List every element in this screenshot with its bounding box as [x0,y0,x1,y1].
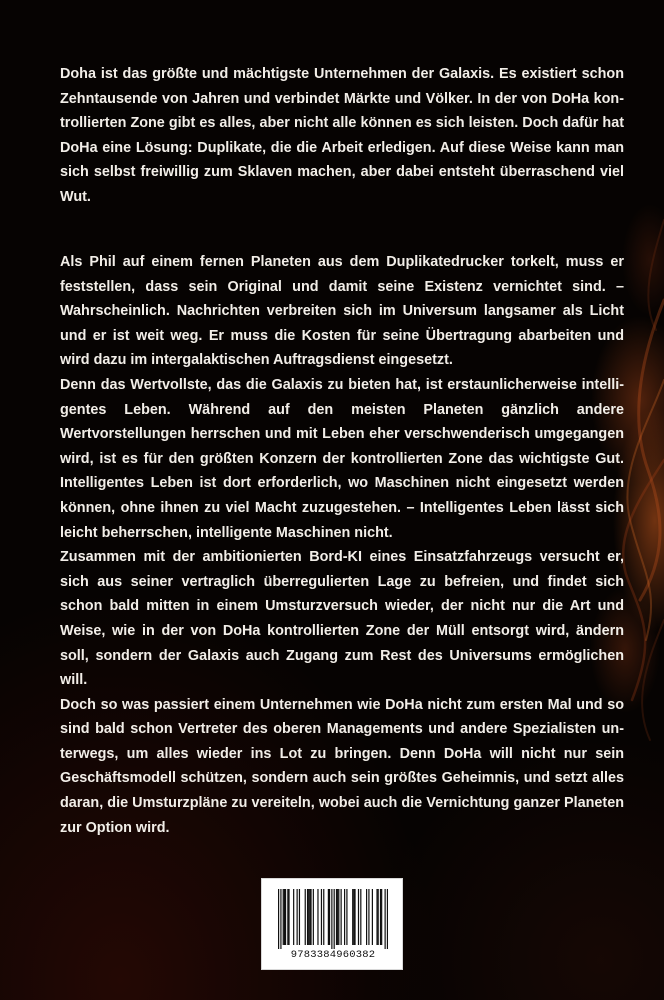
barcode-bar [287,889,288,945]
barcode-bar [346,889,347,945]
barcode-bar [337,889,338,945]
barcode-bar [293,889,294,945]
barcode-bar [305,889,306,945]
barcode-bar [323,889,324,945]
barcode-bar [352,889,353,945]
synopsis-text [60,250,624,840]
barcode-bar [334,889,335,949]
barcode-bar [317,889,318,945]
barcode-bar [338,889,339,945]
isbn-number: 9783384960382 [290,949,376,961]
barcode-bar [313,889,314,945]
barcode-bar [387,889,388,949]
barcode-bar [331,889,332,949]
synopsis-paragraph-4: Doch so was passiert einem Unternehmen wie DoHa nicht zum ersten Mal und so sind bald schon Vertreter des oberen Managements und andere Spezialisten unterwegs, um alles wieder ins Lot zu bringen. Denn DoHa will nicht nur sein Geschäftsmodell schützen, sondern auch sein größtes Geheimnis, und setzt alles daran, die Umsturzpläne zu vereiteln, wobei auch die Vernichtung ganzer Planeten zur Option wird. [60,696,624,836]
barcode-bar [307,889,308,945]
barcode-bar [283,889,284,945]
barcode-bar [309,889,310,945]
barcode-bar [297,889,298,945]
barcode-bar [376,889,377,945]
barcode-bar [280,889,281,949]
barcode-bar [358,889,359,945]
barcode-bar [308,889,309,945]
barcode-bar [321,889,322,945]
barcode-bar [381,889,382,945]
barcode-bar [354,889,355,945]
intro-paragraph: Doha ist das größte und mächtigste Unternehmen der Galaxis. Es existiert schon Zehntausende von Jahren und verbindet Märkte und Völker. In der von DoHa kontrollierten Zone gibt es alles, aber nicht alle können es sich leisten. Doch dafür hat DoHa eine Lösung: Duplikate, die die Arbeit erledigen. Auf diese Weise kann man sich selbst freiwillig zum Sklaven machen, aber dabei entsteht überraschend viel Wut. [60,66,624,205]
barcode-bar [372,889,373,945]
barcode-bar [278,889,279,949]
synopsis-paragraph-3: Zusammen mit der ambitionierten Bord-KI eines Einsatzfahrzeugs versucht er, sich aus seiner vertraglich überregulierten Lage zu befreien, und findet sich schon bald mitten in einem Umsturzversuch wieder, der nicht nur die Art und Weise, wie in der von DoHa kontrollierten Zone der Müll entsorgt wird, ändern soll, sondern der Galaxis auch Zugang zum Rest des Universums ermöglichen will. [60,549,624,689]
barcode-bar [336,889,337,945]
barcode-bar [368,889,369,945]
synopsis-paragraph-1: Als Phil auf einem fernen Planeten aus dem Duplikatedrucker torkelt, muss er feststellen, dass sein Original und damit seine Existenz vernichtet sind. – Wahrscheinlich. Nachrichten verbreiten sich im Universum langsamer als Licht und er ist weit weg. Er muss die Kosten für seine Übertragung abarbeiten und wird dazu im intergalaktischen Auftragsdienst eingesetzt. [60,254,624,369]
barcode-bar [385,889,386,949]
barcode-bar [328,889,329,945]
barcode-bar [378,889,379,945]
barcode-bar [299,889,300,945]
barcode-bar [329,889,330,945]
isbn-barcode [261,878,403,970]
barcode-bar [366,889,367,945]
intro-text [60,62,624,210]
barcode-bar [360,889,361,945]
barcode-bar [380,889,381,945]
barcode-bar [288,889,289,945]
barcode-bar [344,889,345,945]
barcode-bar [341,889,342,945]
barcode-bar [310,889,311,945]
barcode-bar [284,889,285,945]
synopsis-paragraph-2: Denn das Wertvollste, das die Galaxis zu bieten hat, ist erstaunlicherweise intelligentes Leben. Während auf den meisten Planeten gänzlich andere Wertvorstellungen herrschen und mit Leben eher verschwenderisch umgegangen wird, ist es für den größten Konzern der kontrollierten Zone das wichtigste Gut. Intelligentes Leben ist dort erforderlich, wo Maschinen nicht eingesetzt werden können, ohne ihnen zu viel Macht zuzugestehen. – Intelligentes Leben lässt sich leicht beherrschen, intelligente Maschinen nicht. [60,376,624,541]
barcode-bars [278,889,388,949]
barcode-bar [285,889,286,945]
barcode-bar [353,889,354,945]
